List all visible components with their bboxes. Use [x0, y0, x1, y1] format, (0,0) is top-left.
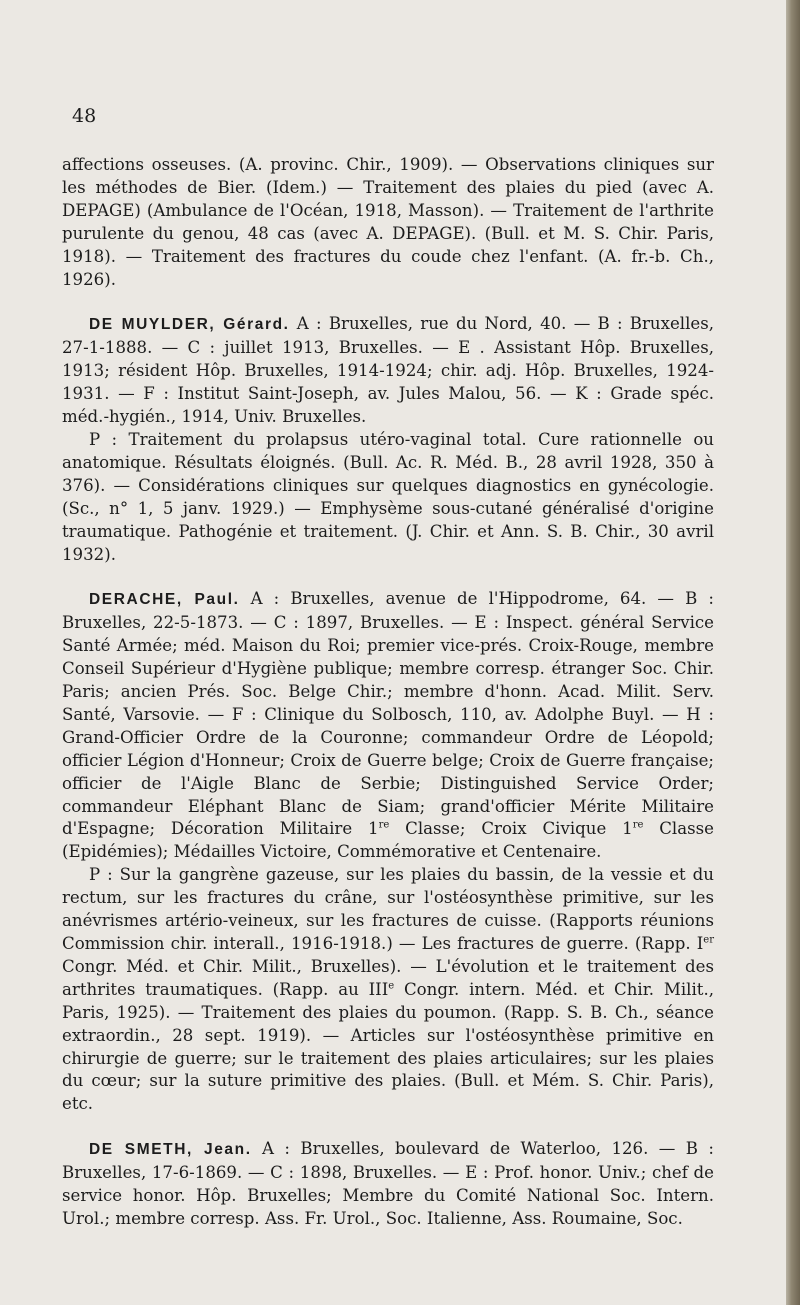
superscript: e: [388, 980, 395, 992]
page-number: 48: [72, 105, 97, 127]
page-edge: [786, 0, 800, 1305]
continued-entry: affections osseuses. (A. provinc. Chir., 1909). — Observations cliniques sur les méthodes de Bier. (Idem.) — Traitement des plaies du pied (avec A. DEPAGE) (Ambulance de l'Océan, 1918, Masson). — Traitement de l'arthrite purulente du genou, 48 cas (avec A. DEPAGE). (Bull. et M. S. Chir. Paris, 1918). — Traitement des fractures du coude chez l'enfant. (A. fr.-b. Ch., 1926).: [62, 155, 714, 289]
superscript: re: [632, 819, 644, 831]
entry-derache: [62, 588, 714, 864]
entry-publications: [62, 864, 714, 1116]
entry-publications: P : Traitement du prolapsus utéro-vaginal total. Cure rationnelle ou anatomique. Résultats éloignés. (Bull. Ac. R. Méd. B., 28 avril 1928, 350 à 376). — Considérations cliniques sur quelques diagnostics en gynécologie. (Sc., n° 1, 5 janv. 1929.) — Emphysème sous-cutané généralisé d'origine traumatique. Pathogénie et traitement. (J. Chir. et Ann. S. B. Chir., 30 avril 1932).: [62, 429, 714, 564]
entry-biography-end: Classe (Epidémies); Médailles Victoire, Commémorative et Centenaire.: [62, 819, 714, 862]
publications-text-end: Congr. intern. Méd. et Chir. Milit., Paris, 1925). — Traitement des plaies du poumon. (Rapp. S. B. Ch., séance extraordin., 28 sept. 1919). — Articles sur l'ostéosynthèse primitive en chirurgie de guerre; sur le traitement des plaies articulaires; sur les plaies du cœur; sur la suture primitive des plaies. (Bull. et Mém. S. Chir. Paris), etc.: [62, 979, 714, 1114]
entry-biography: A : Bruxelles, avenue de l'Hippodrome, 64. — B : Bruxelles, 22-5-1873. — C : 1897, Bruxelles. — E : Inspect. général Service Santé Armée; méd. Maison du Roi; premier vice-prés. Croix-Rouge, membre Conseil Supérieur d'Hygiène publique; membre corresp. étranger Soc. Chir. Paris; ancien Prés. Soc. Belge Chir.; membre d'honn. Acad. Milit. Serv. Santé, Varsovie. — F : Clinique du Solbosch, 110, av. Adolphe Buyl. — H : Grand-Officier Ordre de la Couronne; commandeur Ordre de Léopold; officier Légion d'Honneur; Croix de Guerre belge; Croix de Guerre française; officier de l'Aigle Blanc de Serbie; Distinguished Service Order; commandeur Eléphant Blanc de Siam; grand'officier Mérite Militaire d'Espagne; Décoration Militaire 1: [62, 589, 714, 839]
entry-biography-cont: Classe; Croix Civique 1: [389, 819, 633, 839]
entry-name: DERACHE, Paul.: [89, 591, 240, 609]
superscript: re: [378, 819, 390, 831]
entry-biography: A : Bruxelles, boulevard de Waterloo, 126. — B : Bruxelles, 17-6-1869. — C : 1898, Bruxelles. — E : Prof. honor. Univ.; chef de service honor. Hôp. Bruxelles; Membre du Comité National Soc. Intern. Urol.; membre corresp. Ass. Fr. Urol., Soc. Italienne, Ass. Roumaine, Soc.: [62, 1139, 714, 1228]
superscript: er: [703, 934, 714, 946]
page-body: [62, 154, 714, 1231]
entry-de-smeth: [62, 1138, 714, 1231]
entry-name: DE SMETH, Jean.: [89, 1141, 252, 1159]
entry-gap: [62, 566, 714, 588]
entry-de-muylder: [62, 313, 714, 429]
entry-gap: [62, 1116, 714, 1138]
publications-text: P : Sur la gangrène gazeuse, sur les plaies du bassin, de la vessie et du rectum, sur les fractures du crâne, sur l'ostéosynthèse primitive, sur les anévrismes artério-veineux, sur les fractures de cuisse. (Rapports réunions Commission chir. interall., 1916-1918.) — Les fractures de guerre. (Rapp. I: [62, 865, 714, 953]
entry-gap: [62, 291, 714, 313]
entry-name: DE MUYLDER, Gérard.: [89, 316, 290, 334]
entry-biography: A : Bruxelles, rue du Nord, 40. — B : Bruxelles, 27-1-1888. — C : juillet 1913, Bruxelles. — E . Assistant Hôp. Bruxelles, 1913; résident Hôp. Bruxelles, 1914-1924; chir. adj. Hôp. Bruxelles, 1924-1931. — F : Institut Saint-Joseph, av. Jules Malou, 56. — K : Grade spéc. méd.-hygién., 1914, Univ. Bruxelles.: [62, 314, 714, 427]
publications-text-cont: Congr. Méd. et Chir. Milit., Bruxelles). — L'évolution et le traitement des arthrites traumatiques. (Rapp. au III: [62, 956, 714, 999]
